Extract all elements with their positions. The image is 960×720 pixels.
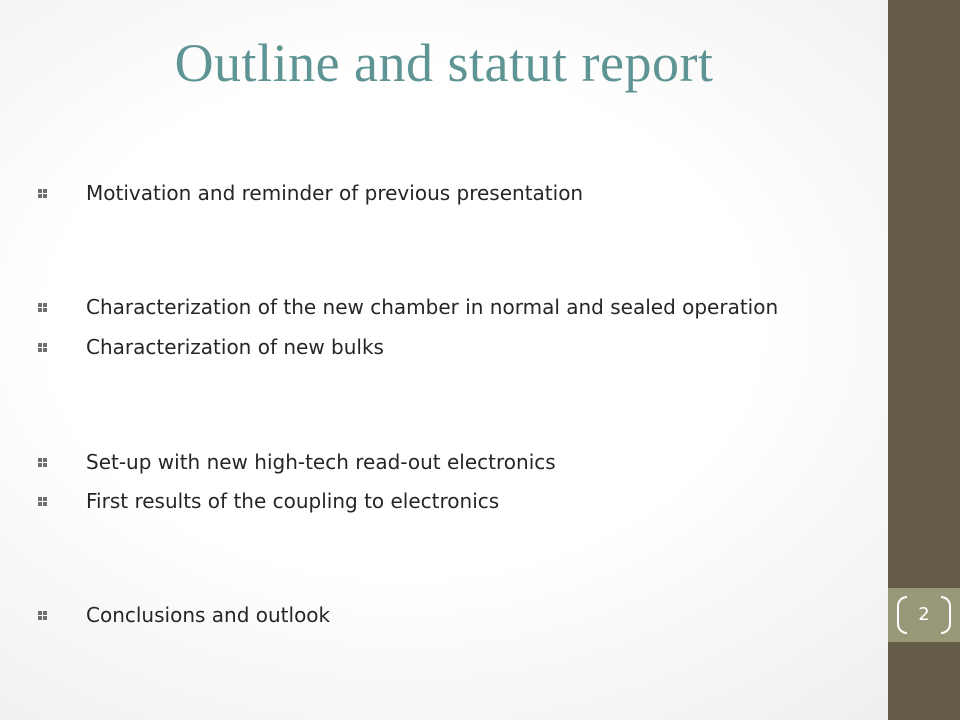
- right-bracket-icon: [941, 596, 951, 634]
- bullet-item: [38, 332, 384, 362]
- square-bullet-icon: [38, 458, 47, 467]
- slide-title: Outline and statut report: [174, 33, 714, 93]
- bullet-item: [38, 447, 556, 477]
- bullet-item: [38, 600, 330, 630]
- bullet-item: [38, 178, 583, 208]
- page-number: 2: [918, 604, 930, 625]
- square-bullet-icon: [38, 303, 47, 312]
- page-number-tab: [888, 588, 960, 642]
- square-bullet-icon: [38, 497, 47, 506]
- bullet-text: Conclusions and outlook: [86, 603, 331, 627]
- bullet-item: [38, 292, 778, 322]
- bullet-text: Motivation and reminder of previous presentation: [86, 181, 584, 205]
- bullet-text: Set-up with new high-tech read-out electronics: [86, 450, 556, 474]
- bullet-text: Characterization of new bulks: [86, 335, 384, 359]
- bullet-text: Characterization of the new chamber in normal and sealed operation: [86, 295, 779, 319]
- square-bullet-icon: [38, 343, 47, 352]
- square-bullet-icon: [38, 189, 47, 198]
- bullet-item: [38, 486, 499, 516]
- bullet-text: First results of the coupling to electronics: [86, 489, 500, 513]
- square-bullet-icon: [38, 611, 47, 620]
